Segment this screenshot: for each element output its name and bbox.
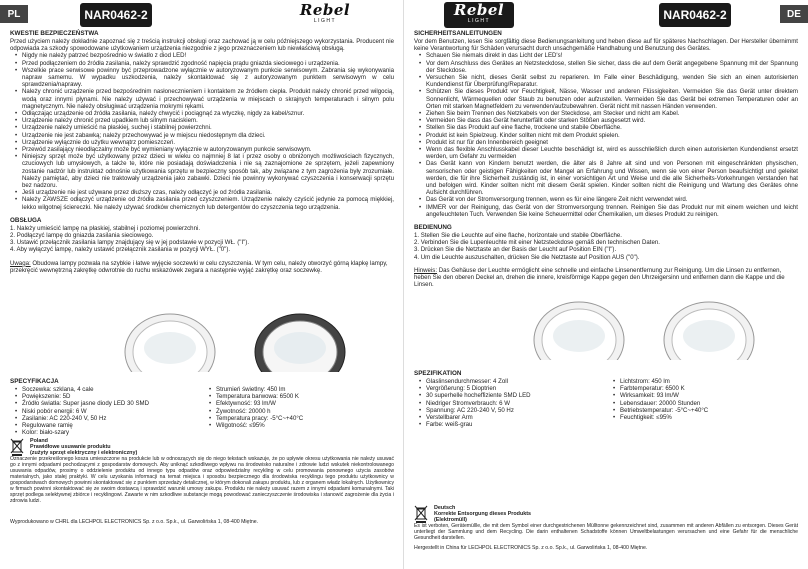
list-item: • Soczewka: szklana, 4 cale (22, 386, 192, 393)
list-item: • Odłączając urządzenie od źródła zasilania, należy chwycić i pociągnąć za wtyczkę, nigdy za kabel/sznur. (22, 110, 394, 117)
usage-title: BEDIENUNG (414, 224, 452, 232)
list-item: • Feuchtigkeit: ≤95% (620, 414, 790, 421)
weee-text: Oznaczenie przekreślonego kosza umieszczone na produkcie lub w odnoszących się do niego tekstach wskazuje, że po upływie okresu użytkowania nie należy usuwać go z innymi odpadami pochodzącymi z gospodarstw domowych. Aby uniknąć szkodliwego wpływu na środowisko naturalne i zdrowie ludzi wskutek niekontrolowanego usuwania odpadów, prosimy o oddzielenie produktu od innego typu odpadów oraz odpowiedzialny recykling w celu promowania ponownego użycia zasobów materialnych, jako stałej praktyki. W celu uzyskania informacji na temat miejsca i sposobu bezpiecznego dla środowiska recyklingu tego produktu użytkownicy w gospodarstwach domowych powinni skontaktować się z punktem sprzedaży detalicznej, w którym dokonali zakupu produktu, lub z organem władz lokalnych. Użytkownicy w firmach powinni skontaktować się ze swoim dostawcą i sprawdzić warunki umowy zakupu. Produktu nie należy usuwać razem z innymi odpadami komunalnymi. Taki sprzęt podlega selektywnej zbiórce i recyklingowi. Zawarte w nim szkodliwe substancje mogą powodować zanieczyszczenie środowiska i stanowić zagrożenie dla życia i zdrowia ludzi. (10, 456, 394, 504)
list-item: • Efektywność: 93 lm/W (216, 400, 386, 407)
lamp-image-right (255, 314, 345, 372)
rebel-light-logo (290, 2, 360, 28)
list-item: • Glaslinsendurchmesser: 4 Zoll (426, 378, 596, 385)
list-item: 3. Ustawić przełącznik zasilania lampy znajdujący się w jej podstawie w pozycji WŁ. ("I"). (10, 239, 250, 247)
list-item: • Przed podłączeniem do źródła zasilania, należy sprawdzić zgodność napięcia prądu gniazda sieciowego i urządzenia. (22, 60, 394, 67)
list-item: • Należy ZAWSZE odłączyć urządzenie od źródła zasilania przed czyszczeniem. Urządzenie należy czyścić jedynie za pomocą miękkiej, lekko wilgotnej ściereczki. Nie należy używać środków chemicznych lub detergentów do czyszczenia tego urządzenia. (22, 196, 394, 210)
list-item: 4. Aby wyłączyć lampę, należy ustawić przełącznik zasilania w pozycji WYŁ. ("0"). (10, 246, 231, 254)
spec-col2 (608, 378, 790, 421)
list-item: • Należy chronić urządzenie przed bezpośrednim nasłonecznieniem i kontaktem ze źródłem ciepła. Produkt należy chronić przed wilgocią, wodą oraz innymi płynami. Nie należy używać i przechowywać urządzenia w miejscach o skrajnych temperaturach i silnym polu magnetycznym. Nie należy obsługiwać urządzenia mokrymi rękami. (22, 88, 394, 110)
spec-title: SPECYFIKACJA (10, 378, 59, 385)
header-bar (404, 0, 808, 30)
list-item: • Vor dem Anschluss des Gerätes an Netzsteckdose, stellen Sie sicher, dass die auf dem Gerät angegebene Spannung mit der Spannung der Steckdose. (426, 60, 798, 74)
weee-subheading: (Elektromüll) (434, 517, 467, 523)
spec-title: SPEZIFIKATION (414, 370, 462, 377)
page-de (404, 0, 808, 569)
list-item: • Schauen Sie niemals direkt in das Licht der LED's! (426, 52, 798, 59)
list-item: • Verstellbarer Arm (426, 414, 596, 421)
logo-sub: LIGHT (313, 18, 337, 24)
list-item: • Temperatura barwowa: 6500 K (216, 393, 386, 400)
list-item: • Niski pobór energii: 6 W (22, 408, 192, 415)
list-item: • Żywotność: 20000 h (216, 408, 386, 415)
note-text: Obudowa lampy pozwala na szybkie i łatwe wyjęcie soczewki w celu czyszczenia. W tym celu, należy otworzyć górną klapkę lampy, przekręcić wewnętrzną zakrętkę odwrotnie do ruchu wskazówek zegara a następnie wyjąć zakrętkę oraz soczewkę. (10, 259, 388, 274)
list-item: • Produkt ist nur für den Innenbereich geeignet (426, 139, 798, 146)
safety-intro: Przed użyciem należy dokładnie zapoznać się z treścią instrukcji obsługi oraz zachować ją w celu późniejszego wykorzystania. Producent nie odpowiada za szkody spowodowane użytkowaniem urządzenia niezgodnie z jego przeznaczeniem lub niewłaściwą obsługą. (10, 38, 394, 53)
list-item: • Ziehen Sie beim Trennen des Netzkabels von der Steckdose, am Stecker und nicht am Kabel. (426, 110, 798, 117)
list-item: • Niedriger Stromverbrauch: 6 W (426, 400, 596, 407)
list-item: 3. Drücken Sie die Netztaste an der Basis der Leucht auf Position EIN ("I"). (414, 246, 617, 254)
weee-header (414, 505, 798, 523)
usage-steps (10, 225, 394, 254)
list-item: • Urządzenie należy umieścić na płaskiej, suchej i stabilnej powierzchni. (22, 124, 394, 131)
usage-note (10, 260, 394, 274)
weee-titles (434, 505, 531, 523)
list-item: • Regulowane ramię (22, 422, 192, 429)
model-badge: NAR0462-2 (80, 3, 152, 27)
list-item: • Farbtemperatur: 6500 K (620, 385, 790, 392)
instructions-pl (10, 30, 394, 274)
weee-notice-de (414, 505, 798, 541)
language-badge: PL (0, 5, 28, 23)
lamp-image-left (534, 302, 624, 360)
logo-name: Rebel (453, 1, 505, 19)
safety-intro: Vor dem Benutzen, lesen Sie sorgfältig diese Bedienungsanleitung und heben diese auf für späteres Nachschlagen. Der Hersteller übernimmt keine Verantwortung für Schäden verursacht durch unsachgemäße Handhabung und Benutzung des Gerätes. (414, 38, 798, 53)
usage-title: OBSŁUGA (10, 216, 42, 224)
manufacturer-footer: Hergestellt in China für LECHPOL ELECTRONICS Sp. z o.o. Sp.k., ul. Garwolińska 1, 08-400 Miętne. (414, 545, 648, 551)
note-label: Hinweis: (414, 266, 438, 274)
note-label: Uwaga: (10, 259, 31, 267)
list-item: • Wirksamkeit: 93 lm/W (620, 392, 790, 399)
spec-col1 (414, 378, 596, 428)
list-item: 1. Należy umieścić lampę na płaskiej, stabilnej i poziomej powierzchni. (10, 224, 201, 232)
list-item: • Niniejszy sprzęt może być użytkowany przez dzieci w wieku co najmniej 8 lat i przez osoby o obniżonych możliwościach fizycznych, czuciowych lub umysłowych, a także te, które nie posiadają doświadczenia i nie są zaznajomione ze sprzętem, jeżeli zapewniony zostanie nadzór lub instruktaż odnośnie użytkowania sprzętu w bezpieczny sposób tak, aby związane z tym zagrożenia były zrozumiałe. Należy pamiętać, aby dzieci nie traktowały urządzenia jako zabawki. Dzieci nie powinny wykonywać czyszczenia i konserwacji sprzętu bez nadzoru. (22, 153, 394, 189)
list-item: • Vergrößerung: 5 Dioptrien (426, 385, 596, 392)
list-item: • Urządzenie wyłącznie do użytku wewnątrz pomieszczeń. (22, 139, 394, 146)
list-item: 2. Podłączyć lampę do gniazda zasilania sieciowego. (10, 232, 154, 240)
usage-steps (414, 232, 798, 261)
lamp-image-right (664, 302, 754, 360)
list-item: 4. Um die Leuchte auszuschalten, drücken Sie die Netztaste auf Position AUS ("0"). (414, 253, 640, 261)
weee-country: Poland (30, 438, 48, 444)
list-item: • Lichtstrom: 450 lm (620, 378, 790, 385)
model-badge: NAR0462-2 (659, 3, 731, 27)
spec-col1 (10, 386, 192, 436)
list-item: • Lebensdauer: 20000 Stunden (620, 400, 790, 407)
list-item: • Wilgotność: ≤95% (216, 422, 386, 429)
weee-heading: Prawidłowe usuwanie produktu (30, 444, 111, 450)
list-item: • Wenn das flexible Anschlusskabel dieser Leuchte beschädigt ist, wird es ausschließlich durch einen autorisierten Kundendienst ersetzt werden, um Gefahr zu vermeiden (426, 146, 798, 160)
safety-title: KWESTIE BEZPIECZEŃSTWA (10, 30, 99, 37)
list-item: • 30 superhelle hocheffiziente SMD LED (426, 392, 596, 399)
list-item: • Przewód zasilający nieodłączalny może być wymieniany wyłącznie w autoryzowanym punkcie serwisowym. (22, 146, 394, 153)
language-badge: DE (780, 5, 808, 23)
list-item: • Kolor: biało-szary (22, 429, 192, 436)
safety-list (414, 52, 798, 218)
crossed-bin-icon (10, 438, 24, 456)
weee-header (10, 438, 394, 456)
spec-col2 (204, 386, 386, 429)
list-item: • Wszelkie prace serwisowe powinny być przeprowadzone wyłącznie w autoryzowanym punkcie serwisowym. Zabrania się wykonywania napraw samemu. W wypadku uszkodzenia, należy skontaktować się z autoryzowanym punktem serwisowym w celu sprawdzenia/naprawy. (22, 67, 394, 89)
weee-heading: Korrekte Entsorgung dieses Produkts (434, 511, 532, 517)
magnifier-lamp-illustration (524, 300, 764, 360)
instructions-de (414, 30, 798, 289)
safety-title: SICHERHEITSANLEITUNGEN (414, 30, 502, 37)
list-item: • Produkt ist kein Spielzeug. Kinder sollten nicht mit dem Produkt spielen. (426, 132, 798, 139)
list-item: 1. Stellen Sie die Leuchte auf eine flache, horizontale und stabile Oberfläche. (414, 232, 623, 240)
weee-text: Es ist verboten, Gerätemüllle, die mit dem Symbol einer durchgestrichenen Mülltonne gekennzeichnet sind, zusammen mit anderen Abfällen zu entsorgen. Dieses Gerät unterliegt der Sammlung und dem Recycling. Die darin enthaltenen Schadstoffe können Umweltbelastungen verursachen und eine Gefahr für die menschliche Gesundheit darstellen. (414, 523, 798, 541)
list-item: • Strumień świetlny: 450 lm (216, 386, 386, 393)
list-item: • Urządzenie należy chronić przed upadkiem lub silnym naciskiem. (22, 117, 394, 124)
list-item: • IMMER vor der Reinigung, das Gerät von der Stromversorgung trennen. Reinigen Sie das Produkt nur mit einem weichen und leicht angefeuchteten Tuch. Verwenden Sie keine Scheuermittel oder Chemikalien, um dieses Produkt zu reinigen. (426, 204, 798, 218)
logo-sub: LIGHT (467, 18, 491, 24)
list-item: • Vermeiden Sie dass das Gerät herunterfällt oder starken Stößen ausgesetzt wird. (426, 117, 798, 124)
weee-subheading: (zużyty sprzęt elektryczny i elektroniczny) (30, 450, 138, 456)
safety-list (10, 52, 394, 210)
list-item: • Das Gerät von der Stromversorgung trennen, wenn es für eine längere Zeit nicht verwendet wird. (426, 196, 798, 203)
list-item: • Zasilanie: AC 220-240 V, 50 Hz (22, 415, 192, 422)
header-bar (0, 0, 404, 30)
list-item: • Farbe: weiß-grau (426, 421, 596, 428)
specification-pl (10, 378, 394, 436)
list-item: • Betriebstemperatur: -5°C~+40°C (620, 407, 790, 414)
weee-titles (30, 438, 137, 456)
list-item: • Urządzenie nie jest zabawką; należy przechowywać je w miejscu niedostępnym dla dzieci. (22, 132, 394, 139)
weee-country: Deutsch (434, 505, 456, 511)
lamp-image-left (125, 314, 215, 372)
rebel-light-logo (444, 2, 514, 28)
list-item: • Das Gerät kann von Kindern benutzt werden, die älter als 8 Jahre alt sind und von Personen mit eingeschränkten physischen, sensorischen oder geistigen Fähigkeiten oder Mangel an Erfahrung und Wissen, wenn sie von einer Person beaufsichtigt und geleitet werden, die für ihre Sicherheit zuständig ist, in einer vorsichtigen Art und Weise und die alle Sicherheits-Vorkehrungen verstanden hat und befolgen wird. Kinder sollten nicht mit diesem Gerät spielen. Kinder sollten nicht die Reinigung und Wartung des Gerätes ohne Aufsicht durchführen. (426, 160, 798, 196)
weee-notice-pl (10, 438, 394, 504)
note-text: Das Gehäuse der Leuchte ermöglicht eine schnelle und einfache Linsenentfernung zur Reinigung. Um die Linsen zu entfernen, heben Sie den oberen Deckel an, drehen die innere, kreisförmige Kappe gegen den Uhrzeigersinn und entfernen dann die Kappe und die Linsen. (414, 266, 785, 289)
crossed-bin-icon (414, 505, 428, 523)
magnifier-lamp-illustration (115, 312, 355, 372)
list-item: • Nigdy nie należy patrzeć bezpośrednio w światło z diod LED! (22, 52, 394, 59)
list-item: 2. Verbinden Sie die Lupenleuchte mit einer Netzsteckdose gemäß den technischen Daten. (414, 239, 660, 247)
list-item: • Versuchen Sie nicht, dieses Gerät selbst zu reparieren. Im Falle einer Beschädigung, wenden Sie sich an einen autorisierten Kundendienst für Überprüfung/Reparatur. (426, 74, 798, 88)
specification-de (414, 370, 798, 428)
list-item: • Temperatura pracy: -5°C~+40°C (216, 415, 386, 422)
list-item: • Schützen Sie dieses Produkt vor Feuchtigkeit, Nässe, Wasser und anderen Flüssigkeiten. Vermeiden Sie das Gerät unter direktem Sonnenlicht, Wärmequellen oder Staub zu benutzen oder aufzustellen. Vermeiden Sie das Gerät bei extremen Temperaturen oder an Orten mit starken Magnetfeldern zu verwenden/aufzubewahren. Gerät nicht mit nassen Händen verwenden. (426, 88, 798, 110)
list-item: • Źródło światła: Super jasne diody LED 30 SMD (22, 400, 192, 407)
list-item: • Stellen Sie das Produkt auf eine flache, trockene und stabile Oberfläche. (426, 124, 798, 131)
usage-note (414, 267, 798, 289)
list-item: • Spannung: AC 220-240 V, 50 Hz (426, 407, 596, 414)
list-item: • Powiększenie: 5D (22, 393, 192, 400)
manufacturer-footer: Wyprodukowano w CHRL dla LECHPOL ELECTRONICS Sp. z o.o. Sp.k., ul. Garwolińska 1, 08-400 Miętne. (10, 519, 259, 525)
logo-name: Rebel (299, 1, 351, 19)
list-item: • Jeśli urządzenie nie jest używane przez dłuższy czas, należy odłączyć je od źródła zasilania. (22, 189, 394, 196)
